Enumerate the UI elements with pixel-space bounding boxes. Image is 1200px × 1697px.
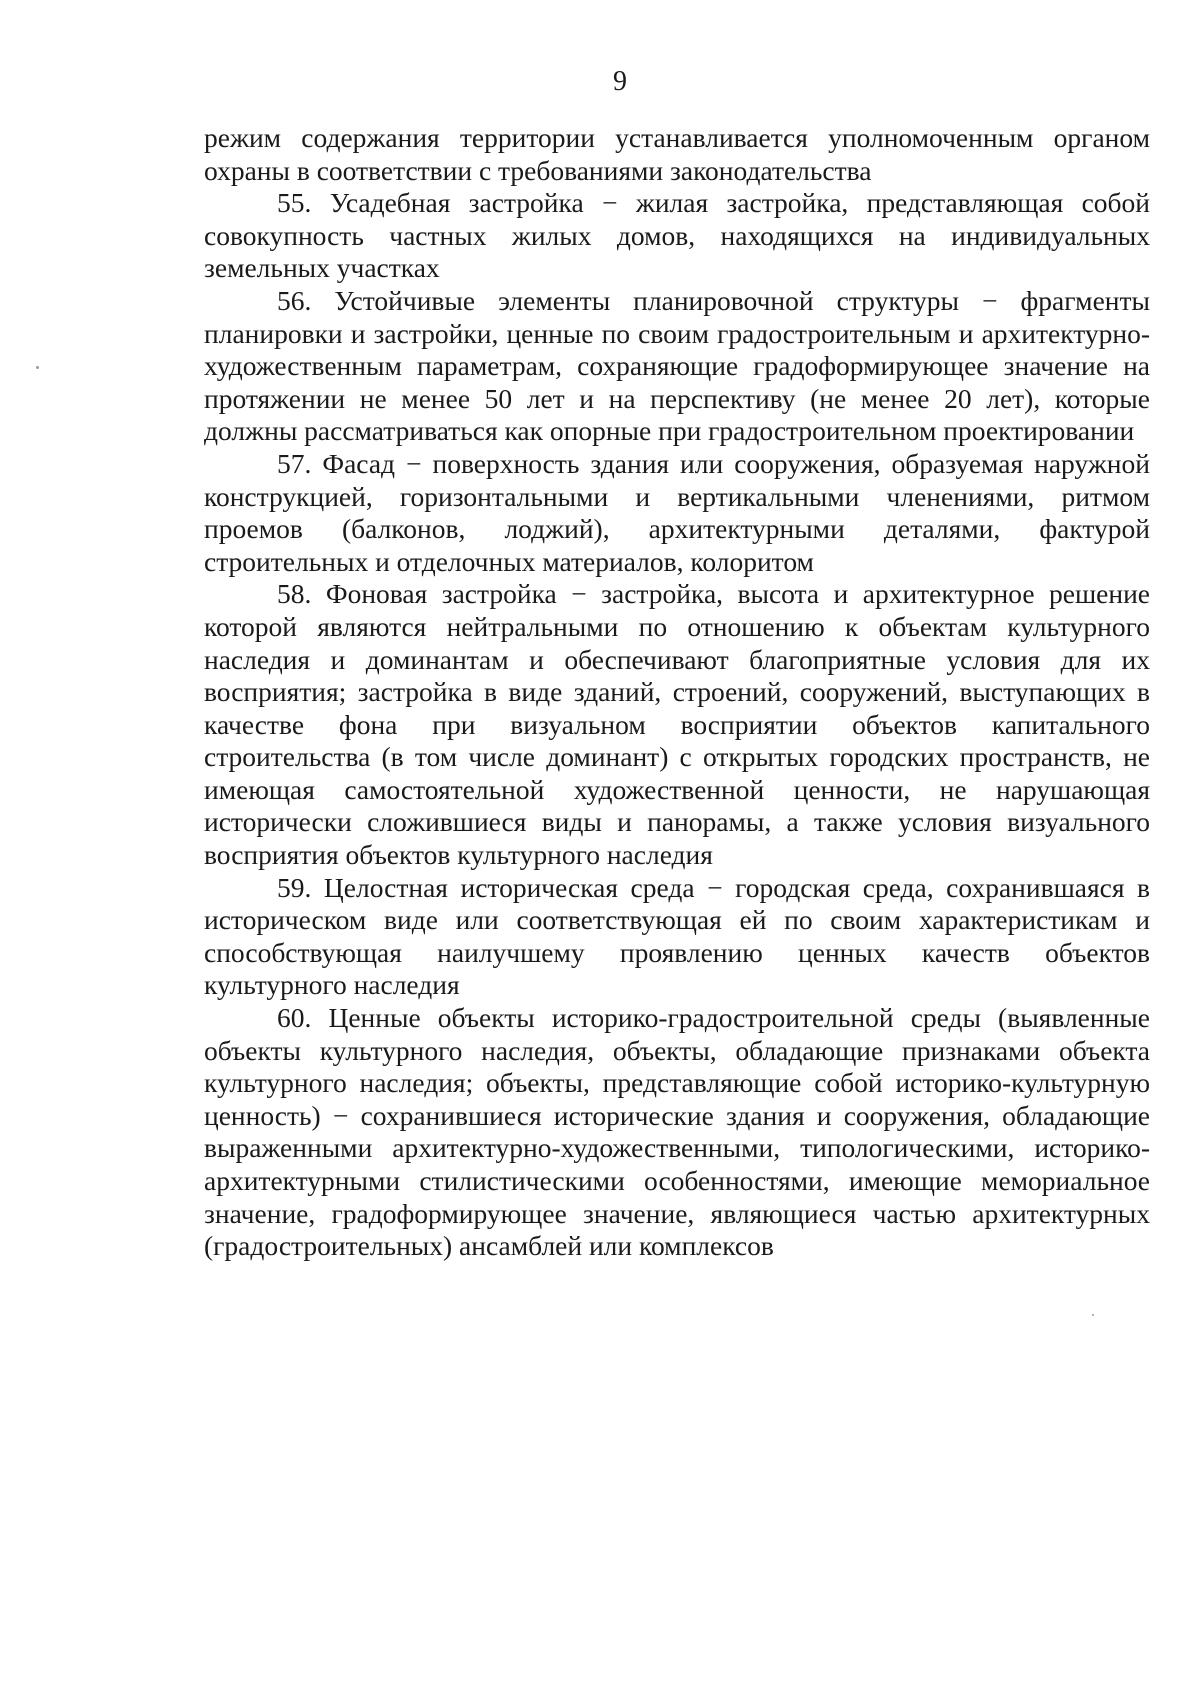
paragraph-58: 58. Фоновая застройка − застройка, высота и архитектурное решение которой являются нейтральными по отношению к объектам культурного наследия и доминантам и обеспечивают благоприятные условия для их восприятия; застройка в виде зданий, строений, сооружений, выступающих в качестве фона при визуальном восприятии объектов капитального строительства (в том числе доминант) с открытых городских пространств, не имеющая самостоятельной художественной ценности, не нарушающая исторически сложившиеся виды и панорамы, а также условия визуального восприятия объектов культурного наследия	[204, 578, 1150, 871]
paragraph-55: 55. Усадебная застройка − жилая застройка, представляющая собой совокупность частных жилых домов, находящихся на индивидуальных земельных участках	[204, 187, 1150, 284]
scan-speck	[1092, 1314, 1094, 1316]
paragraph-57: 57. Фасад − поверхность здания или сооружения, образуемая наружной конструкцией, горизонтальными и вертикальными членениями, ритмом проемов (балконов, лоджий), архитектурными деталями, фактурой строительных и отделочных материалов, колоритом	[204, 447, 1150, 577]
paragraph-continuation: режим содержания территории устанавливается уполномоченным органом охраны в соответствии с требованиями законодательства	[204, 122, 1150, 186]
paragraph-56: 56. Устойчивые элементы планировочной структуры − фрагменты планировки и застройки, ценные по своим градостроительным и архитектурно-художественным параметрам, сохраняющие градоформирующее значение на протяжении не менее 50 лет и на перспективу (не менее 20 лет), которые должны рассматриваться как опорные при градостроительном проектировании	[204, 284, 1150, 447]
document-body	[204, 122, 1150, 1263]
paragraph-60: 60. Ценные объекты историко-градостроительной среды (выявленные объекты культурного наследия, объекты, обладающие признаками объекта культурного наследия; объекты, представляющие собой историко-культурную ценность) − сохранившиеся исторические здания и сооружения, обладающие выраженными архитектурно-художественными, типологическими, историко-архитектурными стилистическими особенностями, имеющие мемориальное значение, градоформирующее значение, являющиеся частью архитектурных (градостроительных) ансамблей или комплексов	[204, 1002, 1150, 1262]
scan-speck	[36, 366, 39, 369]
page-number: 9	[613, 66, 627, 97]
paragraph-59: 59. Целостная историческая среда − городская среда, сохранившаяся в историческом виде или соответствующая ей по своим характеристикам и способствующая наилучшему проявлению ценных качеств объектов культурного наследия	[204, 871, 1150, 1001]
